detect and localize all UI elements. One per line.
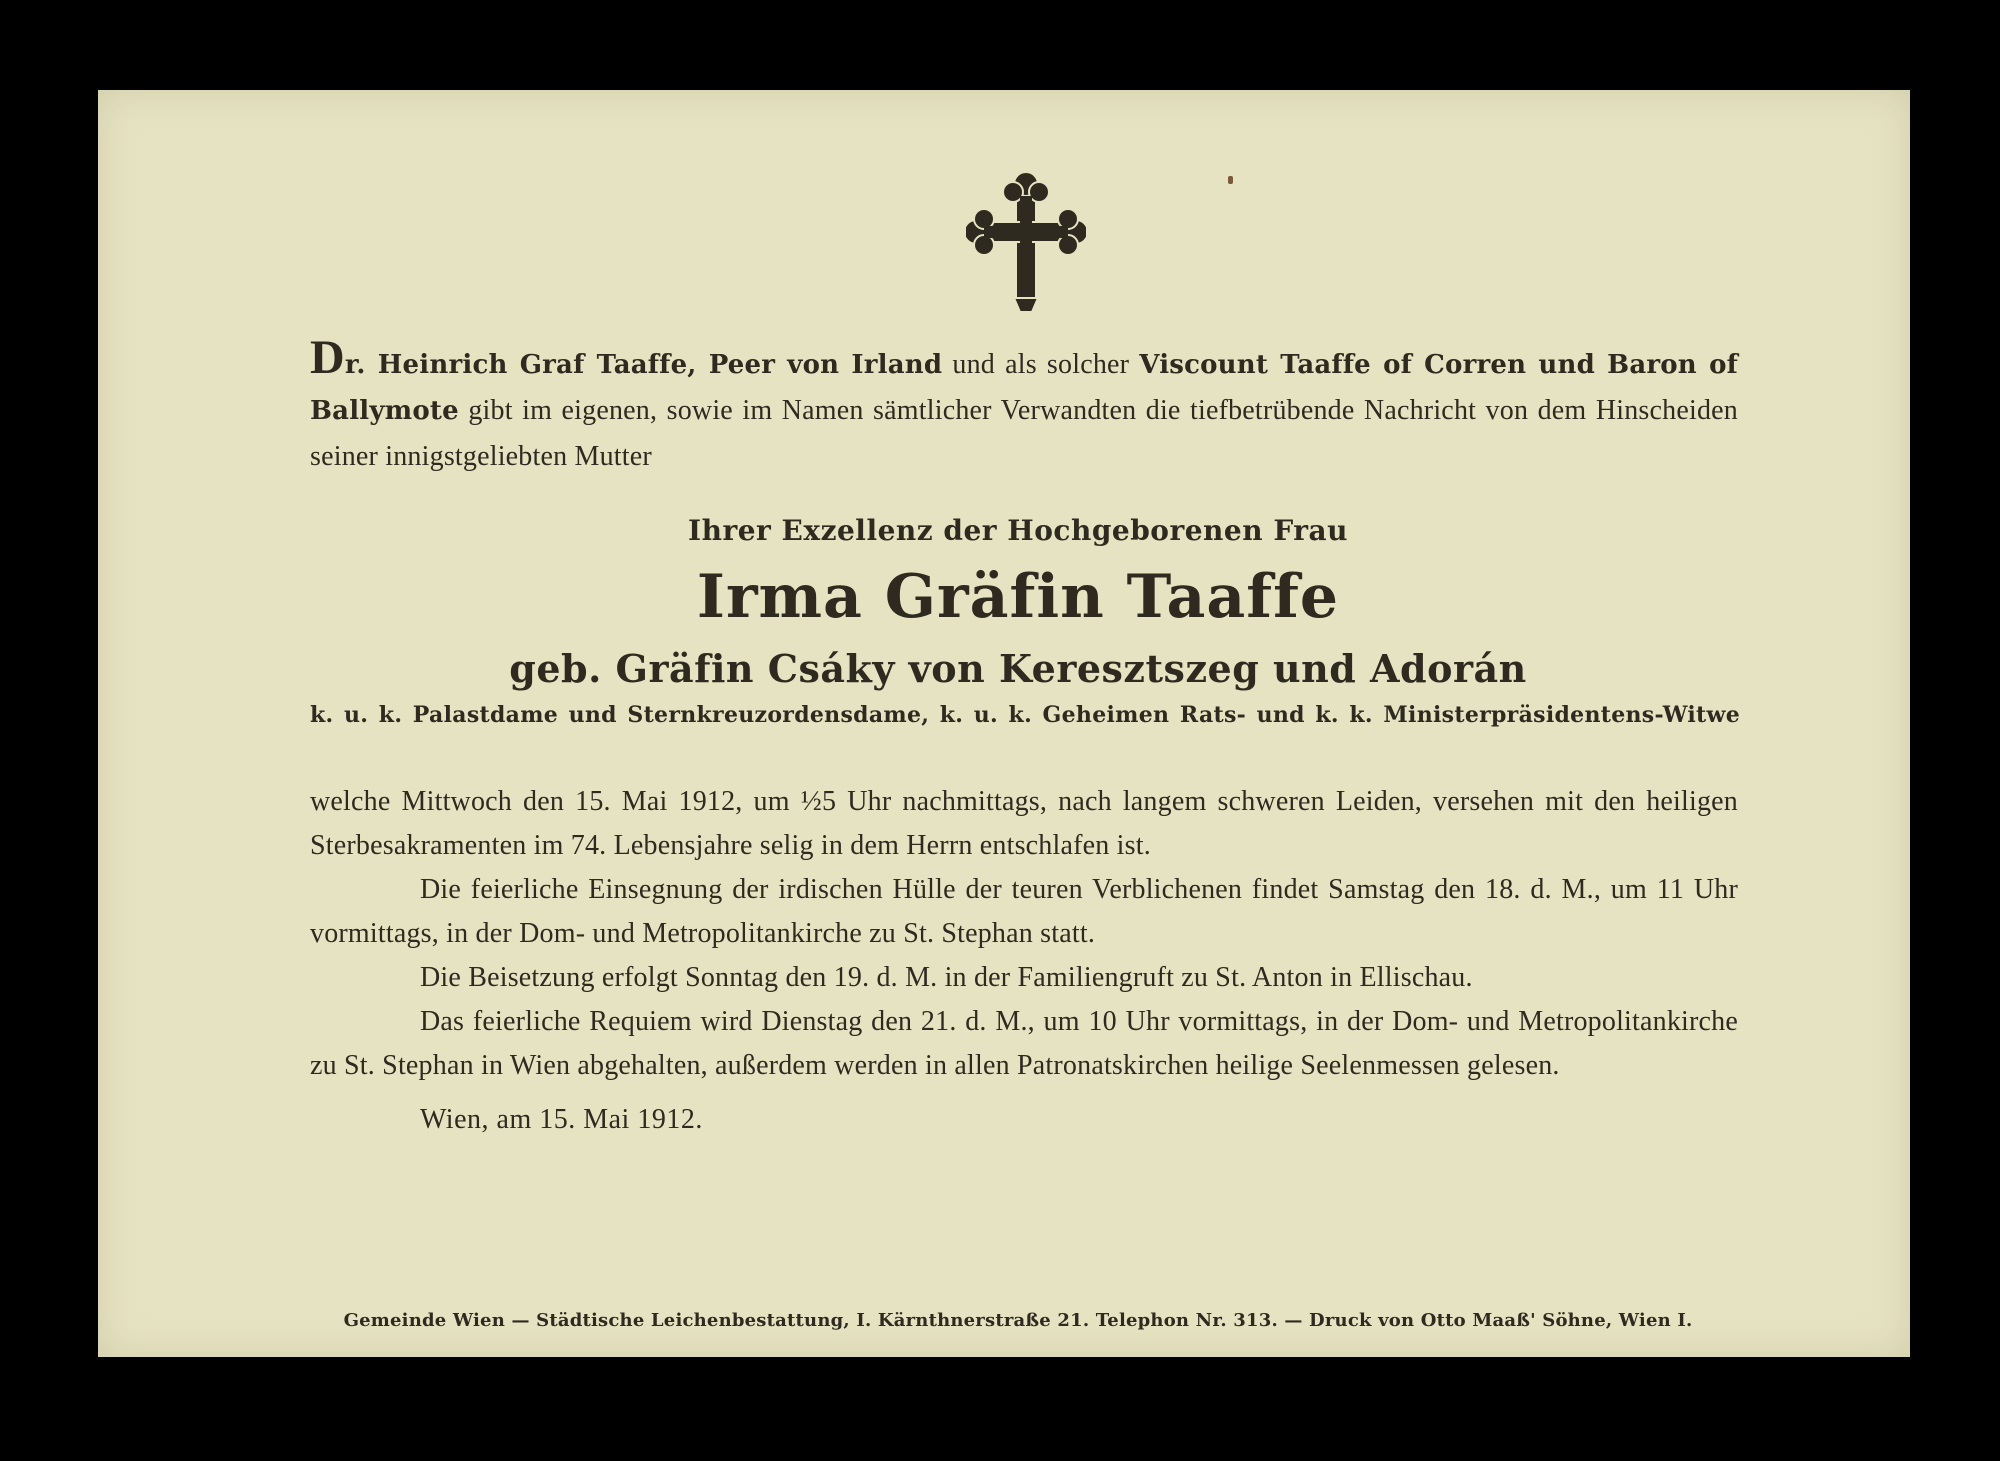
paper-speck	[1228, 176, 1233, 184]
honorific-titles: k. u. k. Palastdame und Sternkreuzordensdame, k. u. k. Geheimen Rats- und k. k. Ministerpräsidentens-Witwe	[310, 702, 1740, 728]
body-paragraph-blessing: Die feierliche Einsegnung der irdischen Hülle der teuren Verblichenen findet Samstag den 18. d. M., um 11 Uhr vormittags, in der Dom- und Metropolitankirche zu St. Stephan statt.	[310, 874, 1738, 949]
intro-text-1: und als solcher	[942, 349, 1140, 380]
announcement-body	[310, 780, 1738, 1088]
deceased-name: Irma Gräfin Taaffe	[696, 562, 1340, 632]
announcement-intro	[310, 331, 1738, 480]
initial-letter: D	[310, 331, 345, 384]
body-paragraph-death: welche Mittwoch den 15. Mai 1912, um ½5 Uhr nachmittags, nach langem schweren Leiden, versehen mit den heiligen Sterbesakramenten im 74. Lebensjahre selig in dem Herrn entschlafen ist.	[310, 786, 1738, 861]
excellency-line: Ihrer Exzellenz der Hochgeborenen Frau	[688, 514, 1348, 547]
announcer-title: Viscount Taaffe of Corren und Baron of Ballymote	[310, 350, 1738, 426]
place-date: Wien, am 15. Mai 1912.	[420, 1104, 703, 1135]
trefoil-cross-icon	[966, 170, 1086, 320]
intro-text-2: gibt im eigenen, sowie im Namen sämtlicher Verwandten die tiefbetrübende Nachricht von dem Hinscheiden seiner innigstgeliebten Mutter	[310, 395, 1738, 472]
death-notice-card	[98, 90, 1910, 1357]
birth-name: geb. Gräfin Csáky von Keresztszeg und Adorán	[509, 646, 1527, 691]
announcer-name: r. Heinrich Graf Taaffe, Peer von Irland	[344, 350, 943, 380]
body-paragraph-burial: Die Beisetzung erfolgt Sonntag den 19. d. M. in der Familiengruft zu St. Anton in Ellischau.	[420, 962, 1473, 993]
printer-footer: Gemeinde Wien — Städtische Leichenbestattung, I. Kärnthnerstraße 21. Telephon Nr. 313. — Druck von Otto Maaß' Söhne, Wien I.	[343, 1310, 1693, 1331]
body-paragraph-requiem: Das feierliche Requiem wird Dienstag den 21. d. M., um 10 Uhr vormittags, in der Dom- und Metropolitankirche zu St. Stephan in Wien abgehalten, außerdem werden in allen Patronatskirchen heilige Seelenmessen gelesen.	[310, 1006, 1738, 1081]
